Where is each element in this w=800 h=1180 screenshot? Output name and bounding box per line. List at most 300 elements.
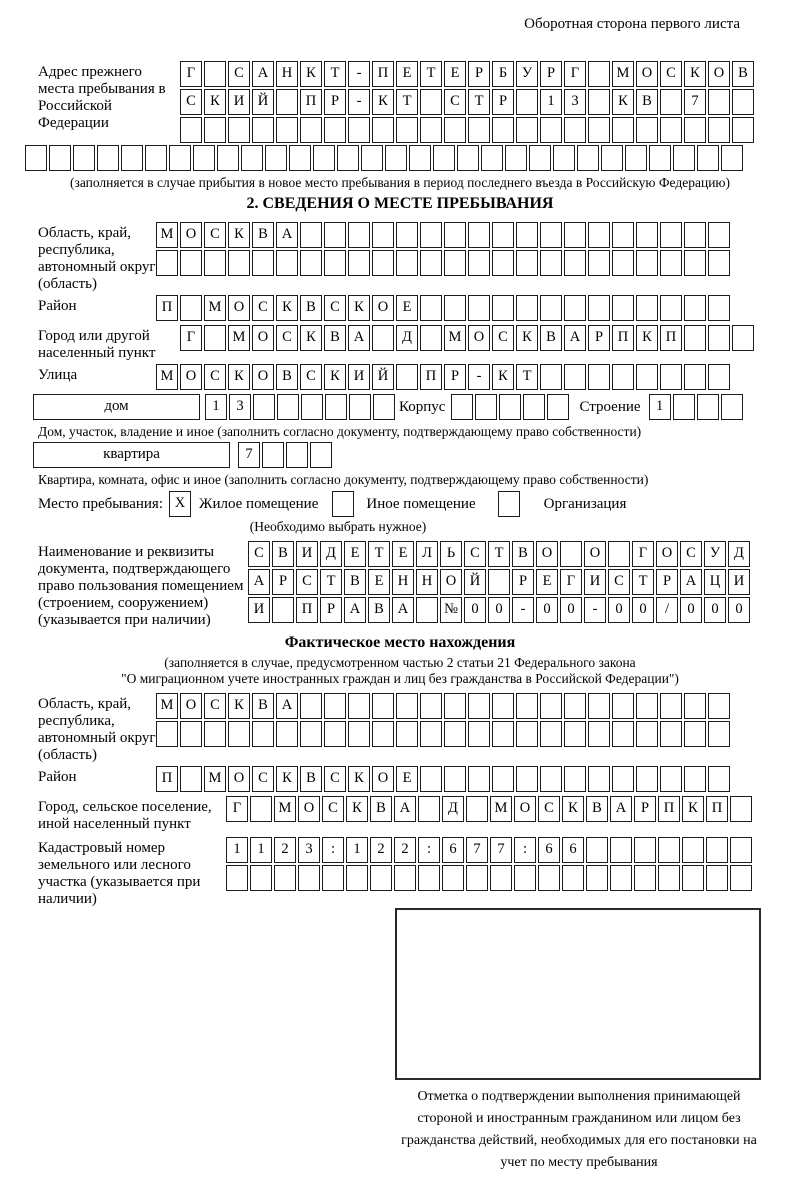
- char-box[interactable]: 0: [488, 597, 510, 623]
- char-box[interactable]: О: [708, 61, 730, 87]
- char-box[interactable]: [348, 250, 370, 276]
- char-box[interactable]: [673, 145, 695, 171]
- char-box[interactable]: [228, 250, 250, 276]
- char-box[interactable]: О: [228, 295, 250, 321]
- char-box[interactable]: Т: [488, 541, 510, 567]
- char-box[interactable]: В: [276, 364, 298, 390]
- char-box[interactable]: [169, 145, 191, 171]
- char-box[interactable]: [660, 364, 682, 390]
- char-box[interactable]: П: [706, 796, 728, 822]
- char-box[interactable]: О: [656, 541, 678, 567]
- char-box[interactable]: [324, 693, 346, 719]
- char-box[interactable]: П: [300, 89, 322, 115]
- char-box[interactable]: С: [300, 364, 322, 390]
- char-box[interactable]: [601, 145, 623, 171]
- char-box[interactable]: С: [252, 295, 274, 321]
- char-box[interactable]: [337, 145, 359, 171]
- char-box[interactable]: -: [584, 597, 606, 623]
- char-box[interactable]: Й: [464, 569, 486, 595]
- char-box[interactable]: [466, 865, 488, 891]
- char-box[interactable]: К: [346, 796, 368, 822]
- char-box[interactable]: А: [394, 796, 416, 822]
- char-box[interactable]: К: [372, 89, 394, 115]
- char-box[interactable]: [180, 295, 202, 321]
- char-box[interactable]: [420, 295, 442, 321]
- char-box[interactable]: Л: [416, 541, 438, 567]
- char-box[interactable]: С: [276, 325, 298, 351]
- char-box[interactable]: Р: [320, 597, 342, 623]
- char-box[interactable]: [396, 721, 418, 747]
- char-box[interactable]: [416, 597, 438, 623]
- char-box[interactable]: К: [636, 325, 658, 351]
- char-box[interactable]: К: [228, 364, 250, 390]
- char-box[interactable]: [322, 865, 344, 891]
- char-box[interactable]: С: [464, 541, 486, 567]
- char-box[interactable]: /: [656, 597, 678, 623]
- char-box[interactable]: [577, 145, 599, 171]
- char-box[interactable]: В: [370, 796, 392, 822]
- char-box[interactable]: 1: [346, 837, 368, 863]
- char-box[interactable]: Е: [344, 541, 366, 567]
- char-box[interactable]: [708, 222, 730, 248]
- char-box[interactable]: О: [536, 541, 558, 567]
- char-box[interactable]: [564, 295, 586, 321]
- char-box[interactable]: О: [180, 364, 202, 390]
- char-box[interactable]: [492, 295, 514, 321]
- char-box[interactable]: [636, 364, 658, 390]
- char-box[interactable]: А: [248, 569, 270, 595]
- char-box[interactable]: С: [252, 766, 274, 792]
- char-box[interactable]: [300, 721, 322, 747]
- char-box[interactable]: [708, 325, 730, 351]
- char-box[interactable]: [636, 117, 658, 143]
- char-box[interactable]: [276, 89, 298, 115]
- char-box[interactable]: Т: [516, 364, 538, 390]
- char-box[interactable]: [420, 693, 442, 719]
- char-box[interactable]: [660, 89, 682, 115]
- char-box[interactable]: [468, 117, 490, 143]
- char-box[interactable]: 0: [536, 597, 558, 623]
- char-box[interactable]: 0: [560, 597, 582, 623]
- char-box[interactable]: Н: [276, 61, 298, 87]
- char-box[interactable]: [684, 117, 706, 143]
- char-box[interactable]: [708, 117, 730, 143]
- char-box[interactable]: [274, 865, 296, 891]
- char-box[interactable]: Н: [392, 569, 414, 595]
- char-box[interactable]: [516, 222, 538, 248]
- char-box[interactable]: [250, 865, 272, 891]
- char-box[interactable]: Д: [320, 541, 342, 567]
- char-box[interactable]: [420, 222, 442, 248]
- char-box[interactable]: [396, 117, 418, 143]
- char-box[interactable]: [612, 295, 634, 321]
- char-box[interactable]: [276, 117, 298, 143]
- char-box[interactable]: [492, 721, 514, 747]
- char-box[interactable]: [612, 766, 634, 792]
- char-box[interactable]: [492, 693, 514, 719]
- char-box[interactable]: [612, 250, 634, 276]
- char-box[interactable]: [444, 693, 466, 719]
- char-box[interactable]: К: [228, 222, 250, 248]
- char-box[interactable]: С: [680, 541, 702, 567]
- char-box[interactable]: Т: [632, 569, 654, 595]
- char-box[interactable]: С: [204, 222, 226, 248]
- char-box[interactable]: [228, 117, 250, 143]
- char-box[interactable]: [348, 117, 370, 143]
- char-box[interactable]: [588, 89, 610, 115]
- char-box[interactable]: П: [660, 325, 682, 351]
- char-box[interactable]: О: [252, 364, 274, 390]
- char-box[interactable]: [204, 721, 226, 747]
- char-box[interactable]: [540, 117, 562, 143]
- char-box[interactable]: О: [372, 766, 394, 792]
- char-box[interactable]: [649, 145, 671, 171]
- char-box[interactable]: О: [180, 222, 202, 248]
- char-box[interactable]: Е: [396, 61, 418, 87]
- char-box[interactable]: Р: [272, 569, 294, 595]
- char-box[interactable]: [372, 325, 394, 351]
- char-box[interactable]: [457, 145, 479, 171]
- char-box[interactable]: [660, 766, 682, 792]
- char-box[interactable]: [636, 222, 658, 248]
- char-box[interactable]: В: [512, 541, 534, 567]
- char-box[interactable]: [324, 117, 346, 143]
- char-box[interactable]: [301, 394, 323, 420]
- char-box[interactable]: С: [324, 295, 346, 321]
- char-box[interactable]: [697, 394, 719, 420]
- char-box[interactable]: [204, 117, 226, 143]
- char-box[interactable]: [560, 541, 582, 567]
- char-box[interactable]: 0: [704, 597, 726, 623]
- char-box[interactable]: В: [540, 325, 562, 351]
- char-box[interactable]: С: [180, 89, 202, 115]
- char-box[interactable]: [300, 250, 322, 276]
- char-box[interactable]: [612, 117, 634, 143]
- char-box[interactable]: С: [492, 325, 514, 351]
- char-box[interactable]: [708, 250, 730, 276]
- char-box[interactable]: [540, 693, 562, 719]
- char-box[interactable]: [684, 250, 706, 276]
- char-box[interactable]: О: [298, 796, 320, 822]
- char-box[interactable]: [588, 364, 610, 390]
- char-box[interactable]: О: [252, 325, 274, 351]
- char-box[interactable]: К: [516, 325, 538, 351]
- char-box[interactable]: [636, 766, 658, 792]
- char-box[interactable]: [372, 250, 394, 276]
- char-box[interactable]: [396, 693, 418, 719]
- char-box[interactable]: [361, 145, 383, 171]
- char-box[interactable]: [385, 145, 407, 171]
- char-box[interactable]: В: [732, 61, 754, 87]
- char-box[interactable]: [588, 61, 610, 87]
- char-box[interactable]: М: [228, 325, 250, 351]
- char-box[interactable]: О: [228, 766, 250, 792]
- char-box[interactable]: [540, 721, 562, 747]
- char-box[interactable]: [396, 250, 418, 276]
- char-box[interactable]: М: [274, 796, 296, 822]
- char-box[interactable]: 7: [466, 837, 488, 863]
- char-box[interactable]: [684, 766, 706, 792]
- char-box[interactable]: Р: [512, 569, 534, 595]
- char-box[interactable]: Н: [416, 569, 438, 595]
- char-box[interactable]: [468, 693, 490, 719]
- char-box[interactable]: [300, 117, 322, 143]
- char-box[interactable]: [396, 222, 418, 248]
- char-box[interactable]: [586, 865, 608, 891]
- char-box[interactable]: [373, 394, 395, 420]
- char-box[interactable]: 6: [562, 837, 584, 863]
- stay-option-other-checkbox[interactable]: [332, 491, 354, 517]
- char-box[interactable]: Г: [632, 541, 654, 567]
- char-box[interactable]: С: [248, 541, 270, 567]
- char-box[interactable]: [286, 442, 308, 468]
- char-box[interactable]: П: [658, 796, 680, 822]
- char-box[interactable]: К: [492, 364, 514, 390]
- char-box[interactable]: И: [728, 569, 750, 595]
- char-box[interactable]: [145, 145, 167, 171]
- char-box[interactable]: В: [586, 796, 608, 822]
- char-box[interactable]: И: [248, 597, 270, 623]
- char-box[interactable]: Р: [444, 364, 466, 390]
- char-box[interactable]: А: [348, 325, 370, 351]
- char-box[interactable]: [540, 250, 562, 276]
- char-box[interactable]: [684, 693, 706, 719]
- char-box[interactable]: [658, 837, 680, 863]
- char-box[interactable]: Г: [560, 569, 582, 595]
- char-box[interactable]: П: [420, 364, 442, 390]
- char-box[interactable]: Г: [180, 325, 202, 351]
- char-box[interactable]: Д: [728, 541, 750, 567]
- char-box[interactable]: [490, 865, 512, 891]
- char-box[interactable]: С: [204, 364, 226, 390]
- char-box[interactable]: 2: [370, 837, 392, 863]
- char-box[interactable]: [697, 145, 719, 171]
- char-box[interactable]: [636, 721, 658, 747]
- char-box[interactable]: [684, 295, 706, 321]
- char-box[interactable]: [156, 721, 178, 747]
- char-box[interactable]: Г: [226, 796, 248, 822]
- char-box[interactable]: [538, 865, 560, 891]
- char-box[interactable]: [217, 145, 239, 171]
- char-box[interactable]: В: [300, 295, 322, 321]
- char-box[interactable]: [730, 865, 752, 891]
- char-box[interactable]: [540, 222, 562, 248]
- char-box[interactable]: В: [344, 569, 366, 595]
- char-box[interactable]: [636, 250, 658, 276]
- char-box[interactable]: К: [300, 325, 322, 351]
- char-box[interactable]: :: [418, 837, 440, 863]
- char-box[interactable]: А: [564, 325, 586, 351]
- char-box[interactable]: :: [514, 837, 536, 863]
- char-box[interactable]: 1: [540, 89, 562, 115]
- char-box[interactable]: [433, 145, 455, 171]
- char-box[interactable]: М: [204, 295, 226, 321]
- char-box[interactable]: Т: [320, 569, 342, 595]
- char-box[interactable]: [610, 837, 632, 863]
- char-box[interactable]: [564, 766, 586, 792]
- char-box[interactable]: [468, 222, 490, 248]
- char-box[interactable]: П: [156, 295, 178, 321]
- char-box[interactable]: [488, 569, 510, 595]
- char-box[interactable]: Р: [656, 569, 678, 595]
- char-box[interactable]: [660, 117, 682, 143]
- char-box[interactable]: Е: [396, 766, 418, 792]
- char-box[interactable]: [475, 394, 497, 420]
- char-box[interactable]: [540, 295, 562, 321]
- char-box[interactable]: [514, 865, 536, 891]
- char-box[interactable]: Е: [392, 541, 414, 567]
- char-box[interactable]: С: [228, 61, 250, 87]
- char-box[interactable]: [625, 145, 647, 171]
- char-box[interactable]: [348, 693, 370, 719]
- char-box[interactable]: А: [252, 61, 274, 87]
- char-box[interactable]: [272, 597, 294, 623]
- char-box[interactable]: [228, 721, 250, 747]
- stay-option-organization-checkbox[interactable]: [498, 491, 520, 517]
- char-box[interactable]: 3: [229, 394, 251, 420]
- char-box[interactable]: В: [252, 693, 274, 719]
- char-box[interactable]: Е: [536, 569, 558, 595]
- char-box[interactable]: К: [348, 766, 370, 792]
- char-box[interactable]: [706, 837, 728, 863]
- char-box[interactable]: [444, 117, 466, 143]
- char-box[interactable]: Р: [588, 325, 610, 351]
- char-box[interactable]: О: [584, 541, 606, 567]
- char-box[interactable]: Е: [396, 295, 418, 321]
- char-box[interactable]: 7: [490, 837, 512, 863]
- char-box[interactable]: [540, 364, 562, 390]
- char-box[interactable]: [708, 721, 730, 747]
- char-box[interactable]: [346, 865, 368, 891]
- char-box[interactable]: [612, 693, 634, 719]
- char-box[interactable]: Д: [442, 796, 464, 822]
- char-box[interactable]: С: [660, 61, 682, 87]
- char-box[interactable]: :: [322, 837, 344, 863]
- char-box[interactable]: [418, 796, 440, 822]
- char-box[interactable]: [241, 145, 263, 171]
- char-box[interactable]: А: [344, 597, 366, 623]
- char-box[interactable]: -: [348, 89, 370, 115]
- char-box[interactable]: С: [538, 796, 560, 822]
- char-box[interactable]: М: [444, 325, 466, 351]
- char-box[interactable]: Т: [368, 541, 390, 567]
- char-box[interactable]: Т: [324, 61, 346, 87]
- char-box[interactable]: [250, 796, 272, 822]
- char-box[interactable]: [252, 721, 274, 747]
- char-box[interactable]: [372, 721, 394, 747]
- char-box[interactable]: [253, 394, 275, 420]
- char-box[interactable]: И: [228, 89, 250, 115]
- char-box[interactable]: К: [276, 295, 298, 321]
- char-box[interactable]: [262, 442, 284, 468]
- char-box[interactable]: [325, 394, 347, 420]
- char-box[interactable]: [180, 117, 202, 143]
- char-box[interactable]: [492, 250, 514, 276]
- char-box[interactable]: В: [252, 222, 274, 248]
- char-box[interactable]: [660, 693, 682, 719]
- char-box[interactable]: [588, 766, 610, 792]
- char-box[interactable]: Е: [368, 569, 390, 595]
- char-box[interactable]: [588, 693, 610, 719]
- char-box[interactable]: 0: [632, 597, 654, 623]
- char-box[interactable]: [468, 295, 490, 321]
- char-box[interactable]: [636, 295, 658, 321]
- char-box[interactable]: [588, 222, 610, 248]
- char-box[interactable]: [468, 766, 490, 792]
- char-box[interactable]: [586, 837, 608, 863]
- char-box[interactable]: [516, 693, 538, 719]
- char-box[interactable]: [481, 145, 503, 171]
- char-box[interactable]: [409, 145, 431, 171]
- char-box[interactable]: [372, 222, 394, 248]
- char-box[interactable]: [553, 145, 575, 171]
- char-box[interactable]: [492, 766, 514, 792]
- char-box[interactable]: У: [516, 61, 538, 87]
- char-box[interactable]: [420, 117, 442, 143]
- char-box[interactable]: В: [324, 325, 346, 351]
- char-box[interactable]: [226, 865, 248, 891]
- char-box[interactable]: [588, 117, 610, 143]
- char-box[interactable]: Г: [180, 61, 202, 87]
- char-box[interactable]: М: [156, 222, 178, 248]
- char-box[interactable]: [468, 721, 490, 747]
- char-box[interactable]: [348, 721, 370, 747]
- char-box[interactable]: [721, 394, 743, 420]
- char-box[interactable]: [505, 145, 527, 171]
- char-box[interactable]: 0: [464, 597, 486, 623]
- char-box[interactable]: [673, 394, 695, 420]
- char-box[interactable]: [289, 145, 311, 171]
- char-box[interactable]: В: [636, 89, 658, 115]
- char-box[interactable]: М: [204, 766, 226, 792]
- char-box[interactable]: [562, 865, 584, 891]
- char-box[interactable]: [276, 721, 298, 747]
- char-box[interactable]: [540, 766, 562, 792]
- char-box[interactable]: [608, 541, 630, 567]
- char-box[interactable]: С: [322, 796, 344, 822]
- char-box[interactable]: [444, 295, 466, 321]
- char-box[interactable]: [444, 222, 466, 248]
- char-box[interactable]: [612, 721, 634, 747]
- char-box[interactable]: 7: [238, 442, 260, 468]
- char-box[interactable]: [610, 865, 632, 891]
- char-box[interactable]: К: [684, 61, 706, 87]
- char-box[interactable]: [420, 325, 442, 351]
- char-box[interactable]: [442, 865, 464, 891]
- char-box[interactable]: [516, 721, 538, 747]
- char-box[interactable]: [204, 250, 226, 276]
- char-box[interactable]: И: [296, 541, 318, 567]
- char-box[interactable]: [372, 693, 394, 719]
- char-box[interactable]: Р: [324, 89, 346, 115]
- char-box[interactable]: [324, 250, 346, 276]
- char-box[interactable]: С: [204, 693, 226, 719]
- char-box[interactable]: [420, 766, 442, 792]
- char-box[interactable]: [394, 865, 416, 891]
- char-box[interactable]: [684, 364, 706, 390]
- char-box[interactable]: [564, 364, 586, 390]
- char-box[interactable]: [708, 693, 730, 719]
- house-type-box[interactable]: дом: [33, 394, 200, 420]
- char-box[interactable]: [348, 222, 370, 248]
- char-box[interactable]: [529, 145, 551, 171]
- char-box[interactable]: [492, 117, 514, 143]
- char-box[interactable]: Р: [492, 89, 514, 115]
- char-box[interactable]: 3: [298, 837, 320, 863]
- char-box[interactable]: [310, 442, 332, 468]
- char-box[interactable]: [298, 865, 320, 891]
- char-box[interactable]: В: [300, 766, 322, 792]
